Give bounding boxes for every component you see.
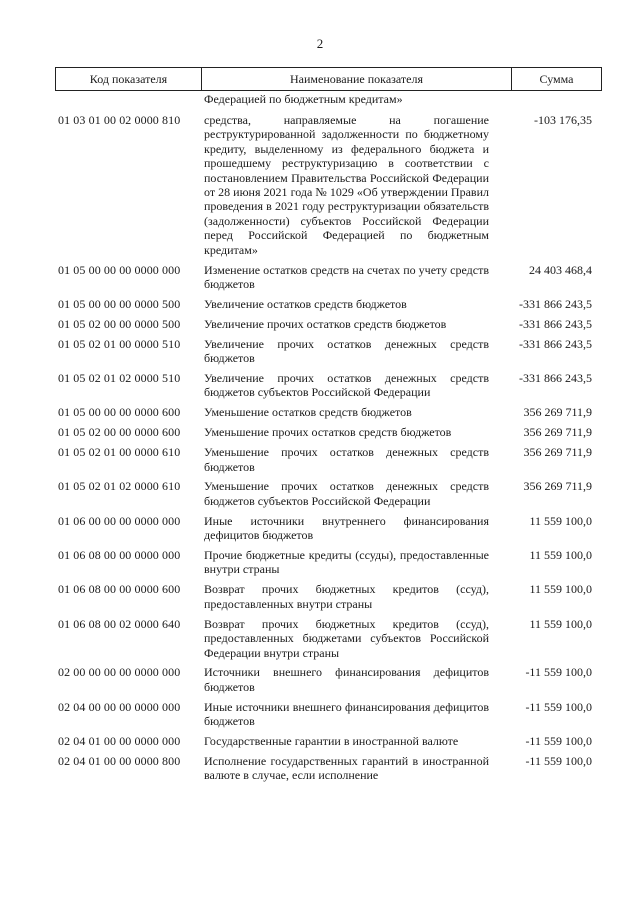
header-code: Код показателя	[56, 68, 202, 90]
table-row	[55, 445, 600, 474]
row-code: 02 04 00 00 00 0000 000	[58, 699, 181, 714]
row-sum: 356 269 711,9	[523, 479, 592, 494]
row-sum: -103 176,35	[534, 113, 592, 127]
row-sum: -11 559 100,0	[525, 699, 592, 714]
row-name: Иные источники внутреннего финансирования дефицитов бюджетов	[204, 513, 489, 543]
table-row	[55, 514, 600, 543]
row-name: Уменьшение прочих остатков денежных средств бюджетов	[204, 445, 489, 474]
row-sum: 24 403 468,4	[529, 262, 592, 277]
row-sum: -331 866 243,5	[519, 371, 592, 385]
table-row	[55, 548, 600, 577]
row-sum: 11 559 100,0	[529, 513, 592, 528]
row-name: Исполнение государственных гарантий в иностранной валюте в случае, если исполнение	[204, 753, 489, 783]
table-row	[55, 263, 600, 292]
row-name: Иные источники внешнего финансирования дефицитов бюджетов	[204, 699, 489, 729]
row-name: Уменьшение прочих остатков денежных средств бюджетов субъектов Российской Федерации	[204, 479, 489, 508]
row-sum: 356 269 711,9	[523, 445, 592, 460]
row-code: 01 05 00 00 00 0000 000	[58, 262, 181, 277]
row-code: 01 03 01 00 02 0000 810	[58, 113, 181, 127]
row-name: Источники внешнего финансирования дефицитов бюджетов	[204, 665, 489, 694]
row-sum: 11 559 100,0	[529, 582, 592, 597]
table-row	[55, 371, 600, 400]
table-row	[55, 337, 600, 366]
row-code: 01 05 02 01 02 0000 610	[58, 479, 181, 494]
table-row	[55, 425, 600, 439]
row-code: 01 06 00 00 00 0000 000	[58, 513, 181, 528]
row-name: Государственные гарантии в иностранной валюте	[204, 734, 459, 749]
row-code: 01 05 02 01 00 0000 610	[58, 445, 181, 460]
table-row	[55, 113, 600, 257]
row-code: 02 00 00 00 00 0000 000	[58, 665, 181, 680]
table-row	[55, 479, 600, 508]
row-sum: 356 269 711,9	[523, 425, 592, 440]
table-row	[55, 297, 600, 311]
row-code: 01 05 02 00 00 0000 600	[58, 425, 181, 440]
row-sum: 11 559 100,0	[529, 548, 592, 563]
row-code: 02 04 01 00 00 0000 800	[58, 753, 181, 768]
row-name: Прочие бюджетные кредиты (ссуды), предоставленные внутри страны	[204, 548, 489, 577]
row-code: 01 05 02 01 02 0000 510	[58, 371, 181, 385]
row-name: Увеличение прочих остатков денежных средств бюджетов субъектов Российской Федерации	[204, 371, 489, 400]
row-name: Увеличение прочих остатков средств бюджетов	[204, 316, 447, 331]
row-sum: -331 866 243,5	[519, 336, 592, 351]
row-sum: -331 866 243,5	[519, 316, 592, 331]
row-sum: 11 559 100,0	[529, 616, 592, 631]
table-row	[55, 617, 600, 660]
row-sum: -11 559 100,0	[525, 734, 592, 749]
row-name: Увеличение остатков средств бюджетов	[204, 296, 407, 311]
row-name: средства, направляемые на погашение реструктурированной задолженности по бюджетному кредиту, выделенному из федерального бюджета и прошедшему реструктуризацию в соответствии с постановлением Правительства Российской Федерации от 28 июня 2021 года № 1029 «Об утверждении Правил проведения в 2021 году реструктуризации обязательств (задолженности) субъектов Российской Федерации перед Российской Федерацией по бюджетным кредитам»	[204, 113, 489, 257]
header-sum: Сумма	[539, 71, 574, 86]
page-number: 2	[316, 36, 324, 51]
row-sum: -331 866 243,5	[519, 296, 592, 311]
row-name: Увеличение прочих остатков денежных средств бюджетов	[204, 336, 489, 366]
table-row	[55, 754, 600, 783]
row-code: 01 05 00 00 00 0000 500	[58, 296, 181, 311]
header-name: Наименование показателя	[202, 68, 512, 90]
row-sum: -11 559 100,0	[525, 665, 592, 680]
row-sum: -11 559 100,0	[525, 753, 592, 768]
row-name: Уменьшение прочих остатков средств бюджетов	[204, 425, 452, 440]
continuation-text: Федерацией по бюджетным кредитам»	[204, 92, 403, 106]
row-code: 01 05 02 00 00 0000 500	[58, 316, 181, 331]
row-code: 01 06 08 00 00 0000 600	[58, 582, 181, 597]
row-code: 01 05 02 01 00 0000 510	[58, 336, 181, 351]
row-name: Уменьшение остатков средств бюджетов	[204, 405, 412, 420]
table-row	[55, 405, 600, 419]
row-name: Изменение остатков средств на счетах по учету средств бюджетов	[204, 262, 489, 291]
table-row	[55, 700, 600, 729]
row-code: 02 04 01 00 00 0000 000	[58, 734, 181, 749]
table-row	[55, 665, 600, 694]
row-name: Возврат прочих бюджетных кредитов (ссуд), предоставленных внутри страны	[204, 582, 489, 611]
row-code: 01 06 08 00 00 0000 000	[58, 548, 181, 563]
table-row	[55, 317, 600, 331]
row-sum: 356 269 711,9	[523, 405, 592, 420]
table-row	[55, 582, 600, 611]
row-name: Возврат прочих бюджетных кредитов (ссуд), предоставленных бюджетами субъектов Российской Федерации внутри страны	[204, 616, 489, 660]
row-code: 01 05 00 00 00 0000 600	[58, 405, 181, 420]
table-header	[55, 67, 602, 91]
row-code: 01 06 08 00 02 0000 640	[58, 616, 181, 631]
table-row	[55, 734, 600, 748]
table-body	[55, 113, 600, 788]
